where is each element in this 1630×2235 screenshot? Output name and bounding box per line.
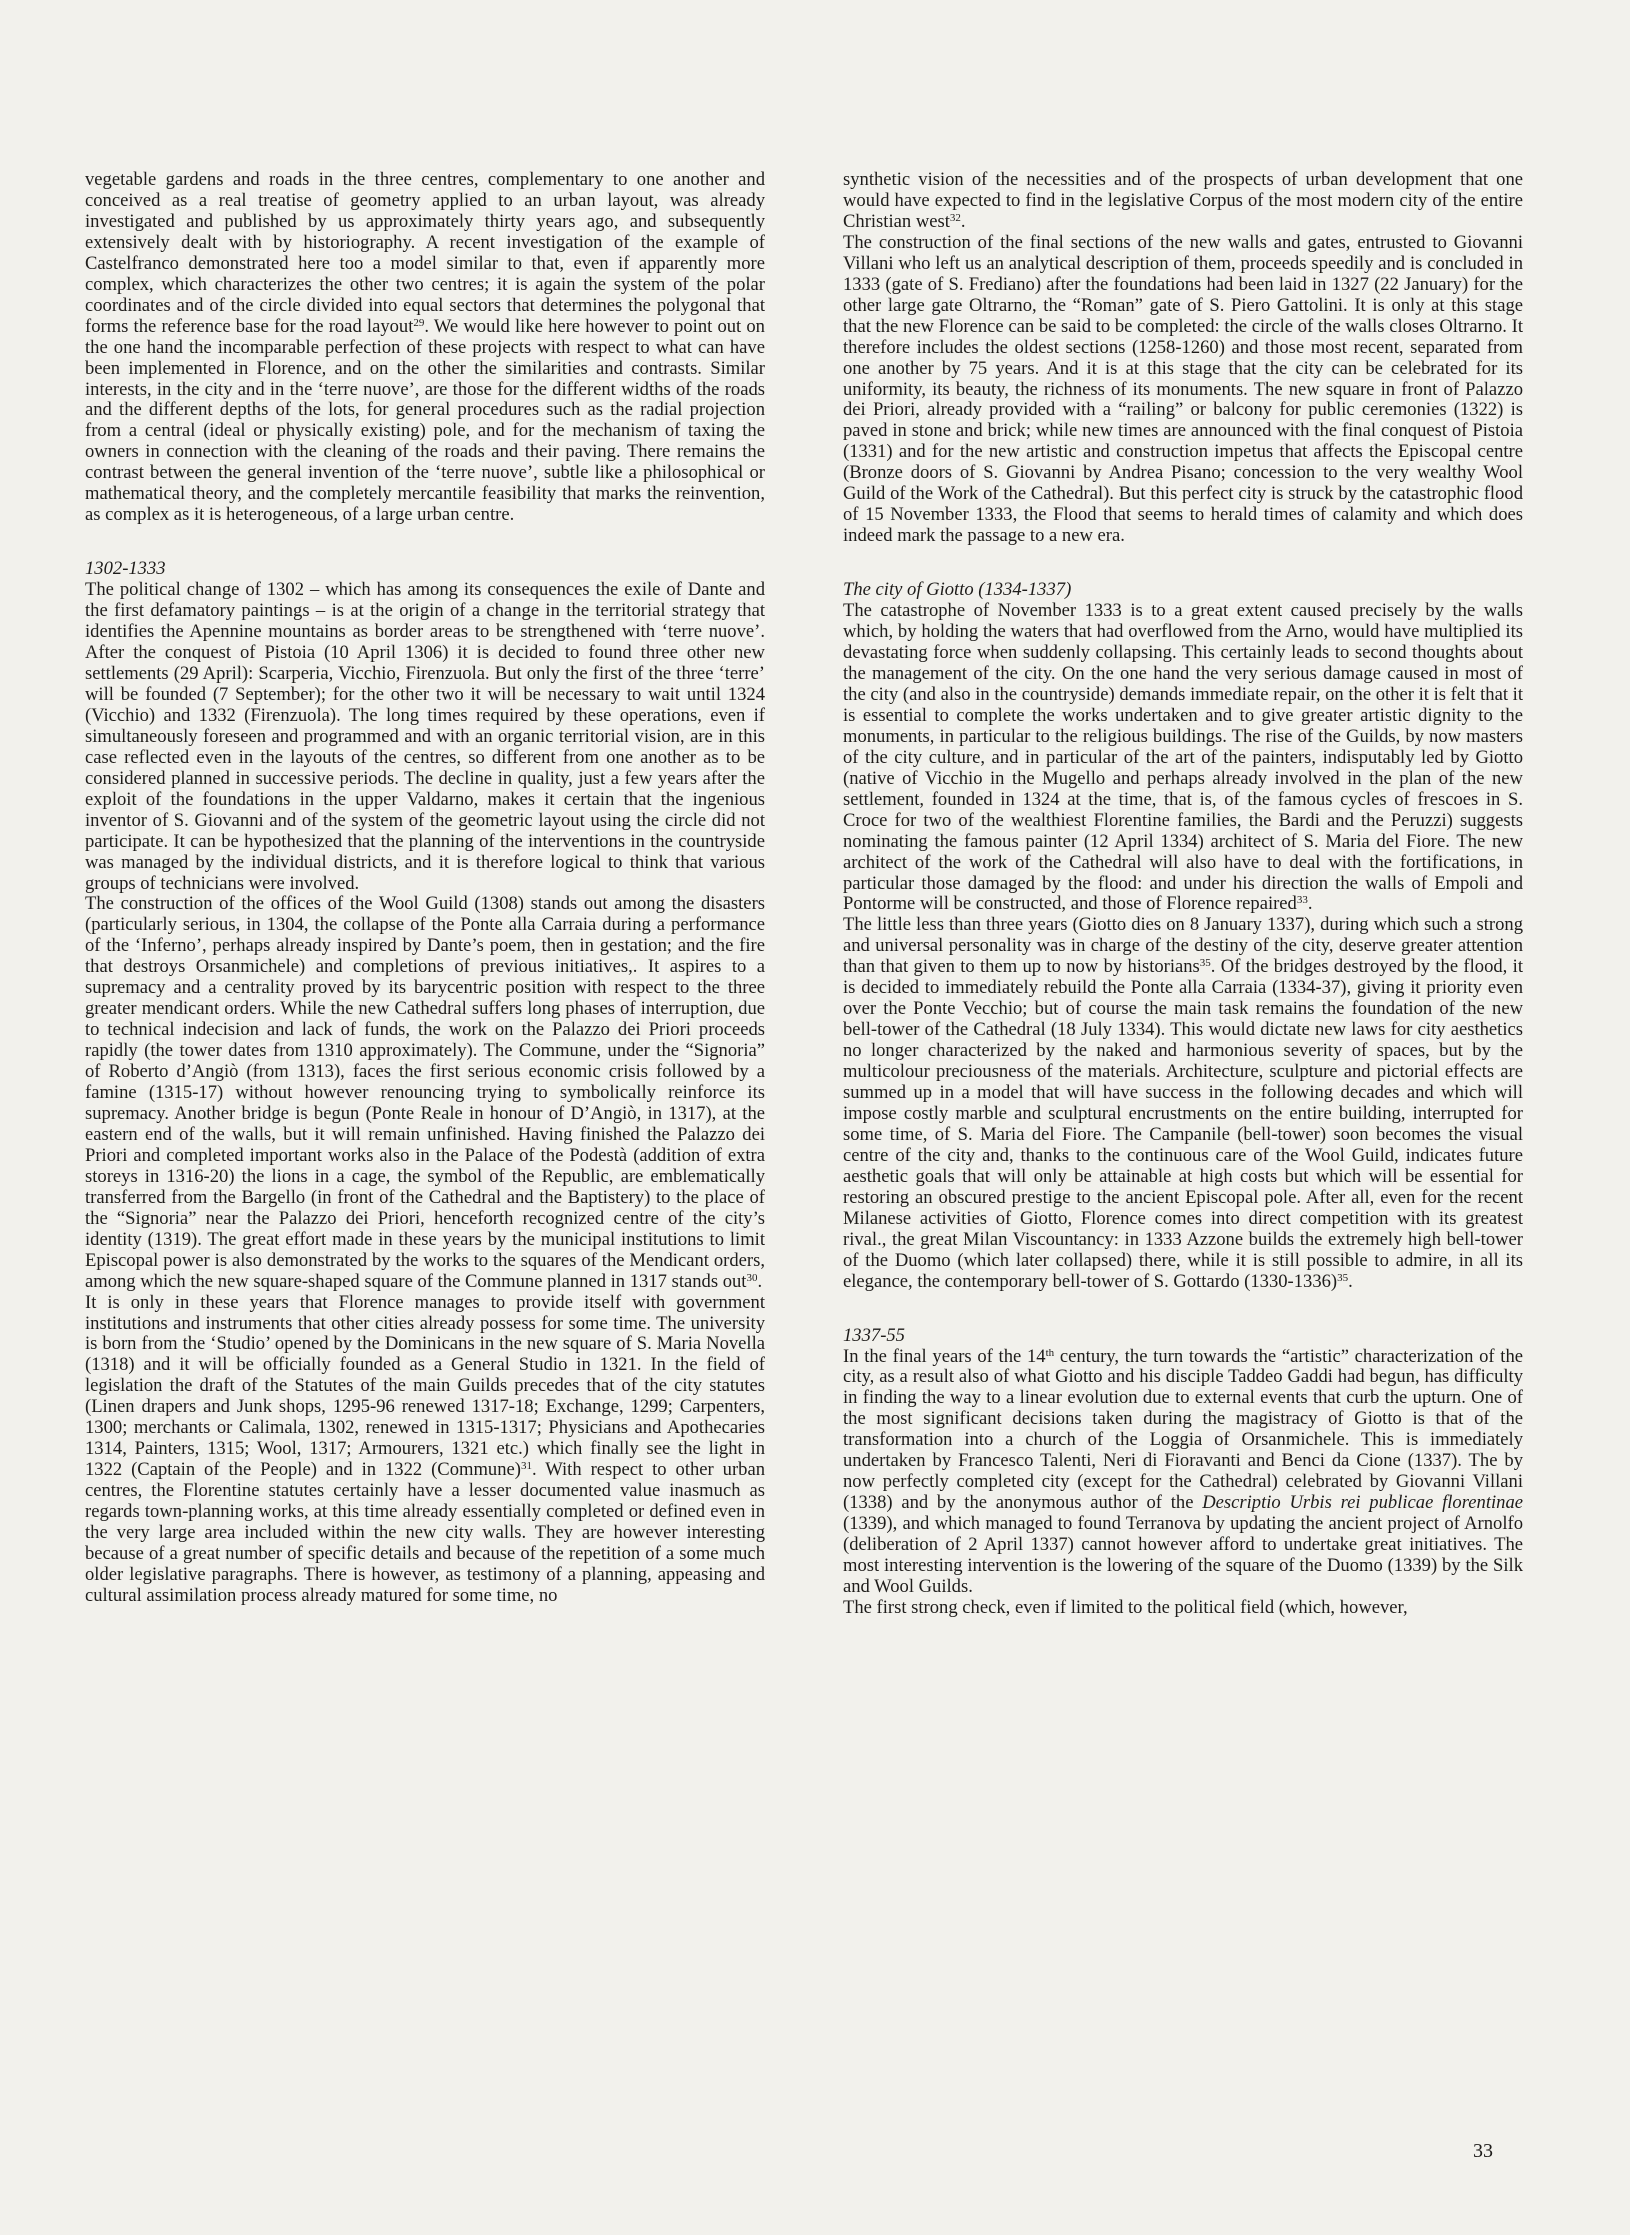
footnote-ref: 32: [949, 211, 961, 224]
paragraph: The political change of 1302 – which has among its consequences the exile of Dante and the first defamatory paintings – is at the origin of a change in the territorial strategy that identifies the Apennine mountains as border areas to be strengthened with ‘terre nuove’. After the conquest of Pistoia (10 April 1306) it is decided to found three other new settlements (29 April): Scarperia, Vicchio, Firenzuola. But only the first of the three ‘terre’ will be founded (7 September); for the other two it will be necessary to wait until 1324 (Vicchio) and 1332 (Firenzuola). The long times required by these operations, even if simultaneously foreseen and programmed and with an organic territorial vision, are in this case reflected even in the layouts of the centres, so different from one another as to be considered planned in successive periods. The decline in quality, just a few years after the exploit of the foundations in the upper Valdarno, makes it certain that the ingenious inventor of S. Giovanni and of the system of the geometric layout using the circle did not participate. It can be hypothesized that the planning of the interventions in the countryside was managed by the individual districts, and it is therefore logical to think that various groups of technicians were involved.: [85, 579, 765, 894]
paragraph: The construction of the final sections of the new walls and gates, entrusted to Giovanni Villani who left us an analytical description of them, proceeds speedily and is concluded in 1333 (gate of S. Frediano) after the foundations had been laid in 1327 (22 January) for the other large gate Oltrarno, the “Roman” gate of S. Piero Gattolini. It is only at this stage that the new Florence can be said to be completed: the circle of the walls closes Oltrarno. It therefore includes the oldest sections (1258-1260) and those most recent, separated from one another by 75 years. And it is at this stage that the city can be celebrated for its uniformity, its beauty, the richness of its monuments. The new square in front of Palazzo dei Priori, already provided with a “railing” or balcony for public ceremonies (1322) is paved in stone and brick; while new times are announced with the final conquest of Pistoia (1331) and for the new artistic and construction impetus that affects the Episcopal centre (Bronze doors of S. Giovanni by Andrea Pisano; concession to the very wealthy Wool Guild of the Work of the Cathedral). But this perfect city is struck by the catastrophic flood of 15 November 1333, the Flood that seems to herald times of calamity and which does indeed mark the passage to a new era.: [843, 231, 1523, 547]
footnote-ref: 30: [746, 1271, 758, 1284]
page-number: 33: [1473, 2140, 1493, 2162]
right-column: [843, 170, 1523, 1619]
paragraph: The first strong check, even if limited to the political field (which, however,: [843, 1596, 1408, 1618]
footnote-ref: 31: [520, 1460, 532, 1473]
paragraph: The catastrophe of November 1333 is to a great extent caused precisely by the walls which, by holding the waters that had overflowed from the Arno, would have multiplied its devastating force when suddenly collapsing. This certainly leads to second thoughts about the management of the city. On the one hand the very serious damage caused in most of the city (and also in the countryside) demands immediate repair, on the other it is felt that it is essential to complete the works undertaken and to give greater artistic dignity to the monuments, in particular to the religious buildings. The rise of the Guilds, by now masters of the city culture, and in particular of the art of the painters, indisputably led by Giotto (native of Vicchio in the Mugello and perhaps already involved in the plan of the new settlement, founded in 1324 at the time, that is, of the famous cycles of frescoes in S. Croce for two of the wealthiest Florentine families, the Bardi and the Peruzzi) suggests nominating the famous painter (12 April 1334) architect of S. Maria del Fiore. The new architect of the work of the Cathedral will also have to deal with the fortifications, in particular those damaged by the flood: and under his direction the walls of Empoli and Pontorme will be constructed, and those of Florence repaired$^{33}$.: [843, 600, 1523, 915]
section-heading-1302-1333: 1302-1333: [85, 558, 166, 580]
superscript: th: [1045, 1346, 1055, 1359]
paragraph: The little less than three years (Giotto dies on 8 January 1337), during which such a strong and universal personality was in charge of the destiny of the city, deserve greater attention than that given to them up to now by historians$^{35}$. Of the bridges destroyed by the flood, it is decided to immediately rebuild the Ponte alla Carraia (1334-37), giving it priority even over the Ponte Vecchio; but of course the main task remains the foundation of the new bell-tower of the Cathedral (18 July 1334). This would dictate new laws for city aesthetics no longer characterized by the naked and harmonious severity of spaces, but by the multicolour preciousness of the materials. Architecture, sculpture and pictorial effects are summed up in a model that will have success in the following decades and which will impose costly marble and sculptural encrustments on the entire building, interrupted for some time, of S. Maria del Fiore. The Campanile (bell-tower) soon becomes the visual centre of the city and, thanks to the continuous care of the Wool Guild, indicates future aesthetic goals that will only be attainable at high costs but which will be essential for restoring an obscured prestige to the ancient Episcopal pole. After all, even for the recent Milanese activities of Giotto, Florence comes into direct competition with its greatest rival., the great Milan Viscountancy: in 1333 Azzone builds the extremely high bell-tower of the Duomo (which later collapsed) there, while it is still possible to admire, in all its elegance, the contemporary bell-tower of S. Gottardo (1330-1336)$^{35}$.: [843, 914, 1523, 1292]
footnote-ref: 29: [413, 316, 425, 329]
footnote-ref: 35: [1337, 1271, 1349, 1284]
section-heading-1337-55: 1337-55: [843, 1324, 905, 1346]
footnote-ref: 33: [1296, 894, 1308, 907]
paragraph: The construction of the offices of the Wool Guild (1308) stands out among the disasters (particularly serious, in 1304, the collapse of the Ponte alla Carraia during a performance of the ‘Inferno’, perhaps already inspired by Dante’s poem, then in gestation; and the fire that destroys Orsanmichele) and completions of previous initiatives,. It aspires to a supremacy and a centrality proved by its barycentric position with respect to the three greater mendicant orders. While the new Cathedral suffers long phases of interruption, due to technical indecision and lack of funds, the work on the Palazzo dei Priori proceeds rapidly (the tower dates from 1310 approximately). The Commune, under the “Signoria” of Roberto d’Angiò (from 1313), faces the first serious economic crisis followed by a famine (1315-17) without however renouncing trying to symbolically reinforce its supremacy. Another bridge is begun (Ponte Reale in honour of D’Angiò, in 1317), at the eastern end of the walls, but it will remain unfinished. Having finished the Palazzo dei Priori and completed important works also in the Palace of the Podestà (addition of extra storeys in 1316-20) the lions in a cage, the symbol of the Republic, are emblematically transferred from the Bargello (in front of the Cathedral and the Baptistery) to the place of the “Signoria” near the Palazzo dei Priori, henceforth recognized centre of the city’s identity (1319). The great effort made in these years by the municipal institutions to limit Episcopal power is also demonstrated by the works to the squares of the Mendicant orders, among which the new square-shaped square of the Commune planned in 1317 stands out$^{30}$.: [85, 893, 765, 1292]
section-heading-city-of-giotto: The city of Giotto (1334-1337): [843, 579, 1072, 601]
paragraph: It is only in these years that Florence manages to provide itself with government institutions and instruments that other cities already possess for some time. The university is born from the ‘Studio’ opened by the Dominicans in the new square of S. Maria Novella (1318) and it will be officially founded as a General Studio in 1321. In the field of legislation the draft of the Statutes of the main Guilds precedes that of the city statutes (Linen drapers and Junk shops, 1295-96 renewed 1317-18; Exchange, 1299; Carpenters, 1300; merchants or Calimala, 1302, renewed in 1315-1317; Physicians and Apothecaries 1314, Painters, 1315; Wool, 1317; Armourers, 1321 etc.) which finally see the light in 1322 (Captain of the People) and in 1322 (Commune)$^{31}$. With respect to other urban centres, the Florentine statutes certainly have a lesser documented value inasmuch as regards town-planning works, at this time already essentially completed or defined even in the very large area included within the new city walls. They are however interesting because of a great number of specific details and because of the repetition of a some much older legislative paragraphs. There is however, as testimony of a planning, appeasing and cultural assimilation process already matured for some time, no: [85, 1291, 765, 1606]
left-column: [85, 170, 765, 1607]
italic-title: Descriptio Urbis rei publicae florentinae: [1202, 1492, 1523, 1514]
paragraph: In the final years of the 14th century, the turn towards the “artistic” characterization of the city, as a result also of what Giotto and his disciple Taddeo Gaddi had begun, has difficulty in finding the way to a linear evolution due to external events that curb the upturn. One of the most significant decisions taken during the magistracy of Giotto is that of the transformation into a church of the Loggia of Orsanmichele. This is immediately undertaken by Francesco Talenti, Neri di Fioravanti and Benci da Cione (1337). The by now perfectly completed city (except for the Cathedral) celebrated by Giovanni Villani (1338) and by the anonymous author of the Descriptio Urbis rei publicae florentinae (1339), and which managed to found Terranova by updating the ancient project of Arnolfo (deliberation of 2 April 1337) cannot however afford to undertake great initiatives. The most interesting intervention is the lowering of the square of the Duomo (1339) by the Silk and Wool Guilds.: [843, 1345, 1523, 1597]
paragraph: vegetable gardens and roads in the three centres, complementary to one another and conceived as a real treatise of geometry applied to an urban layout, was already investigated and published by us approximately thirty years ago, and subsequently extensively dealt with by historiography. A recent investigation of the example of Castelfranco demonstrated here too a model similar to that, even if apparently more complex, which characterizes the other two centres; it is again the system of the polar coordinates and of the circle divided into equal sectors that determines the polygonal that forms the reference base for the road layout$^{29}$. We would like here however to point out on the one hand the incomparable perfection of these projects with respect to what can have been implemented in Florence, and on the other the similarities and contrasts. Similar interests, in the city and in the ‘terre nuove’, are those for the different widths of the roads and the different depths of the lots, for general procedures such as the radial projection from a central (ideal or physically existing) pole, and for the mechanism of taxing the owners in connection with the cleaning of the roads and their paving. There remains the contrast between the general invention of the ‘terre nuove’, subtle like a philosophical or mathematical theory, and the completely mercantile feasibility that marks the reinvention, as complex as it is heterogeneous, of a large urban centre.: [85, 169, 765, 526]
paragraph: synthetic vision of the necessities and of the prospects of urban development that one would have expected to find in the legislative Corpus of the most modern city of the entire Christian west$^{32}$.: [843, 169, 1523, 232]
footnote-ref: 35: [1199, 957, 1211, 970]
